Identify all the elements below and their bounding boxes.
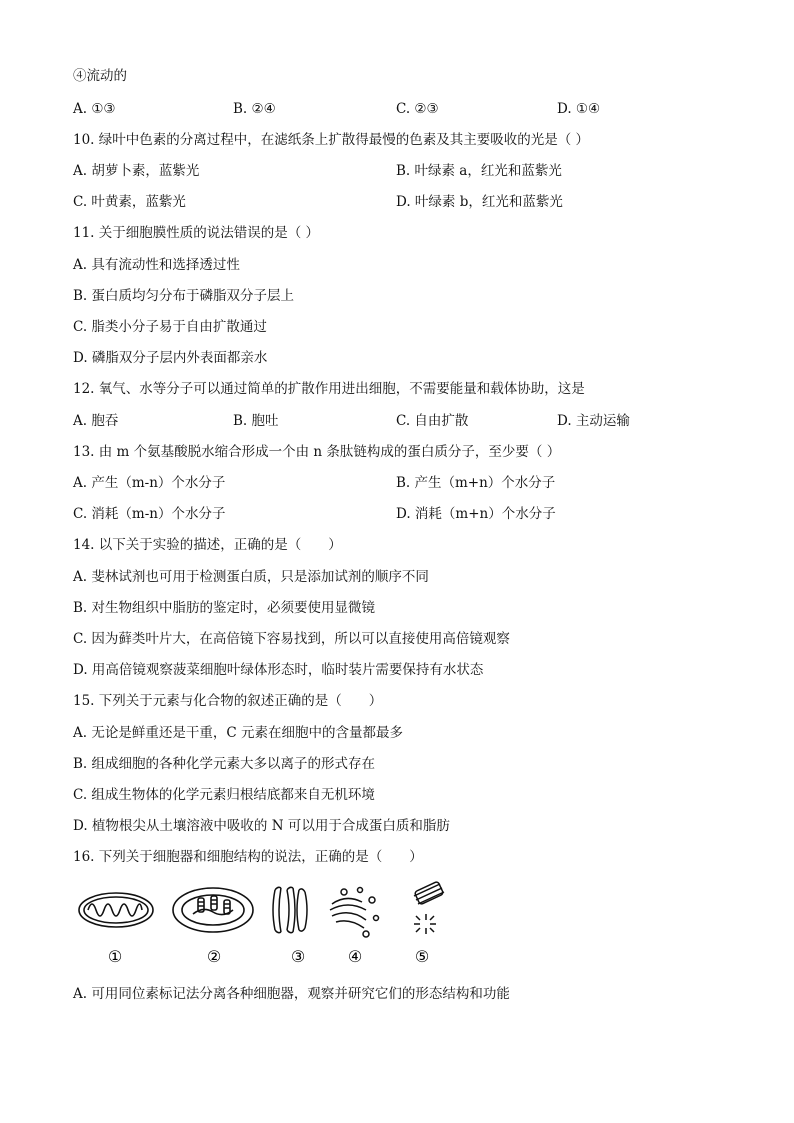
q12-option-c[interactable]: C. 自由扩散: [396, 413, 469, 429]
q10-option-c[interactable]: C. 叶黄素，蓝紫光: [73, 194, 186, 210]
q11-option-d[interactable]: D. 磷脂双分子层内外表面都亲水: [73, 350, 268, 366]
q13-option-b[interactable]: B. 产生（m+n）个水分子: [396, 475, 556, 491]
figure-label-3: ③: [290, 947, 306, 966]
q10-option-d[interactable]: D. 叶绿素 b，红光和蓝紫光: [396, 194, 563, 210]
q9-options-row: [0, 100, 794, 118]
q12-option-d[interactable]: D. 主动运输: [557, 413, 630, 429]
q15-option-d[interactable]: D. 植物根尖从土壤溶液中吸收的 N 可以用于合成蛋白质和脂肪: [73, 818, 450, 834]
q15-option-b[interactable]: B. 组成细胞的各种化学元素大多以离子的形式存在: [73, 756, 376, 772]
q9-option-c[interactable]: C. ②③: [396, 101, 439, 117]
q10-stem: 10. 绿叶中色素的分离过程中，在滤纸条上扩散得最慢的色素及其主要吸收的光是（ ）: [73, 132, 590, 148]
mitochondrion-drawing: [79, 893, 153, 927]
q14-option-c[interactable]: C. 因为藓类叶片大，在高倍镜下容易找到，所以可以直接使用高倍镜观察: [73, 631, 510, 647]
chloroplast-drawing: [173, 888, 253, 932]
q15-option-c[interactable]: C. 组成生物体的化学元素归根结底都来自无机环境: [73, 787, 375, 803]
q14-option-a[interactable]: A. 斐林试剂也可用于检测蛋白质，只是添加试剂的顺序不同: [73, 569, 429, 585]
q13-options-row-2: [0, 505, 794, 523]
q11-option-a[interactable]: A. 具有流动性和选择透过性: [73, 257, 240, 273]
q14-stem: 14. 以下关于实验的描述，正确的是（ ）: [73, 537, 342, 553]
q11-option-c[interactable]: C. 脂类小分子易于自由扩散通过: [73, 319, 267, 335]
q13-stem: 13. 由 m 个氨基酸脱水缩合形成一个由 n 条肽链构成的蛋白质分子，至少要（ ）: [73, 444, 561, 460]
q12-options-row: [0, 412, 794, 430]
intro-line: ④流动的: [73, 68, 127, 84]
q12-stem: 12. 氧气、水等分子可以通过简单的扩散作用进出细胞，不需要能量和载体协助，这是: [73, 381, 585, 397]
q9-option-d[interactable]: D. ①④: [557, 101, 601, 117]
golgi-apparatus-drawing: [330, 888, 379, 938]
q14-option-d[interactable]: D. 用高倍镜观察菠菜细胞叶绿体形态时，临时装片需要保持有水状态: [73, 662, 484, 678]
q13-options-row-1: [0, 474, 794, 492]
q15-stem: 15. 下列关于元素与化合物的叙述正确的是（ ）: [73, 693, 383, 709]
q13-option-d[interactable]: D. 消耗（m+n）个水分子: [396, 506, 556, 522]
q11-option-b[interactable]: B. 蛋白质均匀分布于磷脂双分子层上: [73, 288, 295, 304]
q15-option-a[interactable]: A. 无论是鲜重还是干重，C 元素在细胞中的含量都最多: [73, 725, 403, 741]
q13-option-c[interactable]: C. 消耗（m-n）个水分子: [73, 506, 226, 522]
q16-stem: 16. 下列关于细胞器和细胞结构的说法，正确的是（ ）: [73, 849, 423, 865]
q16-option-a[interactable]: A. 可用同位素标记法分离各种细胞器，观察并研究它们的形态结构和功能: [73, 986, 510, 1002]
q10-options-row-2: [0, 193, 794, 211]
q10-options-row-1: [0, 162, 794, 180]
endoplasmic-reticulum-drawing: [273, 887, 307, 932]
figure-label-4: ④: [347, 947, 363, 966]
q10-option-b[interactable]: B. 叶绿素 a，红光和蓝紫光: [396, 163, 562, 179]
q9-option-b[interactable]: B. ②④: [233, 101, 276, 117]
figure-label-2: ②: [206, 947, 222, 966]
q14-option-b[interactable]: B. 对生物组织中脂肪的鉴定时，必须要使用显微镜: [73, 600, 376, 616]
figure-label-5: ⑤: [414, 947, 430, 966]
q12-option-b[interactable]: B. 胞吐: [233, 413, 279, 429]
q12-option-a[interactable]: A. 胞吞: [73, 413, 119, 429]
organelle-figure: [70, 878, 470, 974]
centriole-drawing: [414, 881, 444, 934]
q13-option-a[interactable]: A. 产生（m-n）个水分子: [73, 475, 226, 491]
q10-option-a[interactable]: A. 胡萝卜素，蓝紫光: [73, 163, 200, 179]
q9-option-a[interactable]: A. ①③: [73, 101, 116, 117]
q11-stem: 11. 关于细胞膜性质的说法错误的是（ ）: [73, 225, 320, 241]
figure-label-1: ①: [107, 947, 123, 966]
